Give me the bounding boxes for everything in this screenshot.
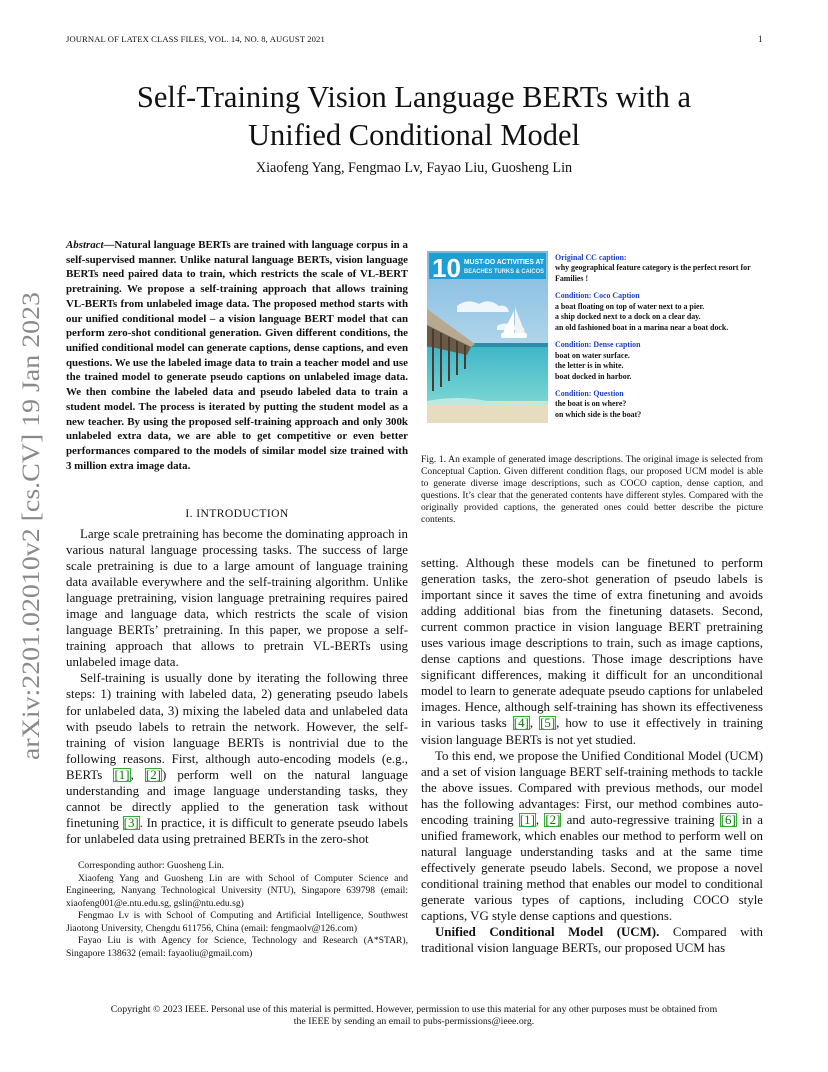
title-line-2: Unified Conditional Model: [247, 118, 581, 152]
left-column: [66, 526, 408, 847]
copyright-line-1: Copyright © 2023 IEEE. Personal use of this material is permitted. However, permission to use this material for any other purposes must be obtained from: [110, 1004, 718, 1015]
text-run: ,: [130, 767, 145, 782]
author-list: Xiaofeng Yang, Fengmao Lv, Fayao Liu, Guosheng Lin: [255, 160, 573, 176]
abstract-text: —Natural language BERTs are trained with language corpus in a self-supervised manner. Unlike natural language BERTs, vision language BERTs need paired data to train, which restricts the scale of VL-BERT pretraining. We propose a self-training approach that allows training VL-BERTs from unlabeled image data. The proposed method starts with our unified conditional model – a vision language BERT model that can perform zero-shot conditional generation. Given different conditions, the unified conditional model can generate captions, dense captions, and even questions. We use the labeled image data to train a teacher model and use the trained model to generate pseudo captions on unlabeled image data. We then combine the labeled data and pseudo labeled data to train a student model. The process is iterated by putting the student model as a new teacher. By using the proposed self-training approach and only 300k unlabeled extra data, we are able to get competitive or even better performances compared to the models of similar model size trained with 3 million extra image data.: [66, 239, 408, 472]
figure-image: [427, 251, 548, 423]
description-line: boat on water surface.: [555, 350, 630, 360]
page-number: 1: [758, 34, 763, 44]
text-run: ) perform well on the natural language understanding and image language understanding tasks, they cannot be directly applied to the generation task without finetuning: [66, 767, 408, 830]
description-line: the letter is in white.: [555, 361, 624, 371]
text-run: and auto-regressive training: [561, 812, 720, 827]
arxiv-stamp: [10, 290, 46, 760]
right-column: [421, 555, 763, 956]
copyright-line-2: the IEEE by sending an email to pubs-permissions@ieee.org.: [293, 1016, 535, 1028]
arxiv-id-text: arXiv:2201.02010v2 [cs.CV] 19 Jan 2023: [16, 332, 45, 760]
abstract: [66, 238, 408, 474]
figure-descriptions: [555, 253, 777, 420]
text-run: setting. Although these models can be finetuned to perform generation tasks, the zero-shot generation of pseudo labels is important since it saves the time of extra finetuning and avoids adding additional bias from the finetuning datasets. Second, current common practice in vision language BERT pretraining uses various image descriptions to train, such as image captions, dense captions and questions. Those image descriptions have significant differences, making it difficult for an unconditional model to learn to generate adequate pseudo captions for unlabeled images. Hence, although self-training has shown its effectiveness in various tasks: [421, 556, 763, 731]
text-run: . In practice, it is difficult to generate pseudo labels for unlabeled data using pretrained BERTs in the zero-shot: [66, 815, 408, 846]
intro-paragraph-2: [66, 670, 408, 847]
footnote-affiliation-2: Fengmao Lv is with School of Computing and Artificial Intelligence, Southwest Jiaotong University, Chengdu 611756, China (email: fengmaolv@126.com): [66, 910, 408, 934]
citation-link[interactable]: [1]: [519, 812, 535, 827]
citation-link[interactable]: [1]: [114, 767, 130, 782]
ucm-paragraph: [421, 748, 763, 925]
citation-link[interactable]: [3]: [123, 815, 139, 830]
text-run: Self-training is usually done by iterating the following three steps: 1) training with labeled data, 2) generating pseudo labels for unlabeled data, 3) mixing the labeled data and unlabeled data with pseudo labels to retrain the network. However, the self-training of vision language BERTs is nontrivial due to the following reasons. First, although auto-encoding models (e.g., BERTs: [66, 671, 408, 782]
description-line: an old fashioned boat in a marina near a boat dock.: [555, 322, 729, 332]
section-number: I.: [185, 507, 193, 520]
description-line: the boat is on where?: [555, 399, 627, 409]
beach-pier-illustration: [427, 251, 548, 423]
citation-link[interactable]: [4]: [513, 716, 529, 731]
section-title-rest: NTRODUCTION: [200, 507, 289, 520]
condition-label: Condition: Coco Caption: [555, 291, 640, 301]
footnote-affiliation-1: Xiaofeng Yang and Guosheng Lin are with School of Computer Science and Engineering, Nanyang Technological University (NTU), Singapore 639798 (email: xiaofeng001@e.ntu.edu.sg, gslin@ntu.edu.sg): [66, 872, 408, 909]
text-run: ,: [529, 716, 540, 731]
condition-label: Original CC caption:: [555, 253, 627, 262]
condition-label: Condition: Question: [555, 388, 624, 398]
ucm-heading-paragraph: [421, 924, 763, 956]
text-run: in a unified framework, which enables our method to perform well on natural language understanding tasks and at the same time effectively generate pseudo labels. Second, we propose a novel conditional training method that enables our model to conditional generate various types of captions, including COCO style captions, VG style dense captions and questions.: [421, 812, 763, 924]
text-run: To this end, we propose the Unified Conditional Model (UCM) and a set of vision language BERT self-training methods to tackle the above issues. Compared with previous methods, our model has the following advantages: First, our method combines auto-encoding training: [421, 748, 763, 827]
copyright-notice: [60, 1004, 768, 1029]
description-line: boat docked in harbor.: [555, 371, 632, 381]
figure-caption: Fig. 1. An example of generated image descriptions. The original image is selected from Conceptual Caption. Given different condition flags, our proposed UCM model is able to generate diverse image descriptions, such as COCO caption, dense caption, and questions. It’s clear that the generated contents have different styles. Compared with the originally provided captions, the generated ones could better describe the picture contents.: [421, 454, 763, 526]
section-first-letter: I: [196, 507, 201, 520]
description-line: on which side is the boat?: [555, 409, 642, 419]
badge-line-2: BEACHES TURKS & CAICOS: [464, 268, 545, 275]
running-header: JOURNAL OF LATEX CLASS FILES, VOL. 14, NO. 8, AUGUST 2021: [66, 34, 325, 44]
footnote-corresponding: Corresponding author: Guosheng Lin.: [78, 860, 225, 871]
intro-paragraph-1: Large scale pretraining has become the dominating approach in various natural language processing tasks. The success of large scale pretraining is due to a large amount of language training data available everywhere and the self-training algorithm. Unlike language pretraining, vision language pretraining requires paired image and language data, which restricts the scale of vision language BERTs’ pretraining. In this paper, we propose a self-training approach that allows to pretrain VL-BERTs using unlabeled image data.: [66, 527, 408, 670]
description-line: why geographical feature category is the perfect resort for Families !: [555, 263, 751, 283]
text-run: , how to use it effectively in training vision language BERTs is not yet studied.: [421, 716, 763, 747]
arxiv-stamp-svg: [10, 290, 46, 760]
citation-link[interactable]: [6]: [720, 812, 736, 827]
condition-label: Condition: Dense caption: [555, 340, 641, 350]
continued-paragraph: [421, 555, 763, 748]
text-run: Compared with traditional vision language BERTs, our proposed UCM has: [421, 925, 763, 956]
title-line-1: Self-Training Vision Language BERTs with a: [136, 80, 692, 114]
citation-link[interactable]: [2]: [545, 812, 561, 827]
footnote-affiliation-3: Fayao Liu is with Agency for Science, Technology and Research (A*STAR), Singapore 138632 (email: fayaoliu@gmail.com): [66, 935, 408, 959]
paper-title: [40, 78, 788, 154]
badge-line-1: MUST-DO ACTIVITIES AT: [464, 257, 545, 266]
text-run: ,: [535, 812, 545, 827]
abstract-label: Abstract: [66, 239, 104, 251]
description-line: a boat floating on top of water next to a pier.: [555, 301, 705, 311]
footnotes: [66, 860, 408, 960]
citation-link[interactable]: [5]: [540, 716, 556, 731]
citation-link[interactable]: [2]: [145, 767, 161, 782]
badge-number: 10: [432, 253, 461, 283]
description-line: a ship docked next to a dock on a clear day.: [555, 312, 701, 322]
paragraph-run-in-heading: Unified Conditional Model (UCM).: [435, 925, 660, 940]
section-heading-introduction: [66, 507, 408, 520]
